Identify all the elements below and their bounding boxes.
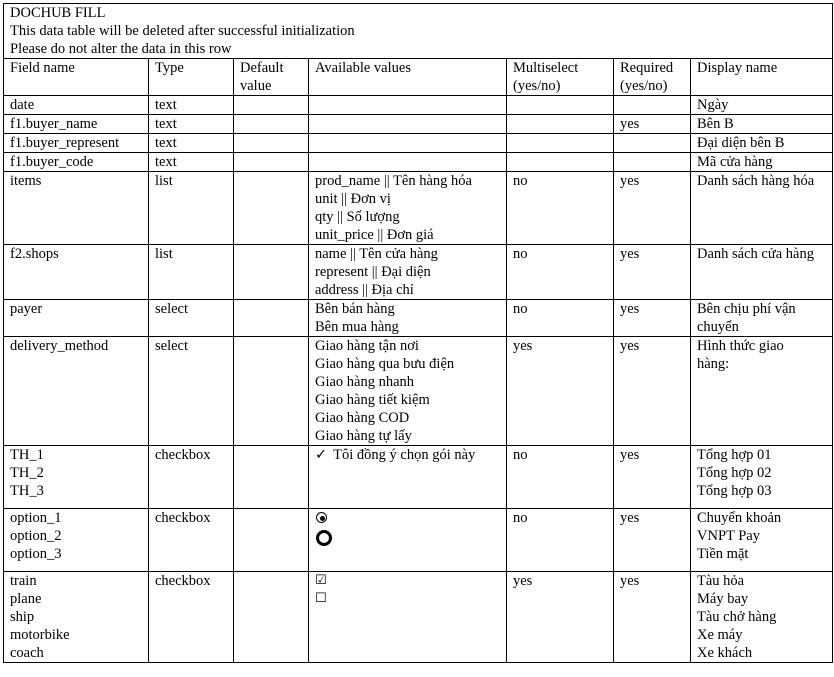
display-name-cell: Tàu hỏa Máy bay Tàu chở hàng Xe máy Xe khách [691, 572, 833, 663]
type-cell: text [149, 134, 234, 153]
table-row [4, 134, 833, 153]
display-name-cell: Bên chịu phí vận chuyển [691, 300, 833, 337]
display-name-cell: Tổng hợp 01 Tổng hợp 02 Tổng hợp 03 [691, 446, 833, 509]
agree-checkmark[interactable]: ✓ Tôi đồng ý chọn gói này [315, 446, 500, 464]
available-values-cell: name || Tên cửa hàng represent || Đại diện address || Địa chỉ [309, 245, 507, 300]
multiselect-cell: no [507, 509, 614, 572]
checkbox-checked-icon[interactable]: ☑ [315, 573, 327, 588]
available-values-cell: Giao hàng tận nơi Giao hàng qua bưu điện Giao hàng nhanh Giao hàng tiết kiệm Giao hàng COD Giao hàng tự lấy [309, 337, 507, 446]
col-default-value: Default value [234, 59, 309, 96]
table-row [4, 337, 833, 446]
required-cell: yes [614, 572, 691, 663]
required-cell: yes [614, 446, 691, 509]
type-cell: text [149, 115, 234, 134]
col-required: Required (yes/no) [614, 59, 691, 96]
display-name-cell: Hình thức giao hàng: [691, 337, 833, 446]
field-name-cell: items [4, 172, 149, 245]
table-row [4, 245, 833, 300]
display-name-cell: Bên B [691, 115, 833, 134]
type-cell: list [149, 245, 234, 300]
required-cell: yes [614, 300, 691, 337]
field-name-cell: train plane ship motorbike coach [4, 572, 149, 663]
multiselect-cell: no [507, 300, 614, 337]
type-cell: select [149, 300, 234, 337]
display-name-cell: Ngày [691, 96, 833, 115]
table-row [4, 153, 833, 172]
required-cell: yes [614, 172, 691, 245]
header-note-2: Please do not alter the data in this row [10, 41, 232, 57]
type-cell: checkbox [149, 446, 234, 509]
multiselect-cell: yes [507, 572, 614, 663]
field-name-cell: payer [4, 300, 149, 337]
col-field-name: Field name [4, 59, 149, 96]
type-cell: text [149, 96, 234, 115]
col-available-values: Available values [309, 59, 507, 96]
radio-selected-icon[interactable] [315, 509, 500, 527]
type-cell: text [149, 153, 234, 172]
type-cell: checkbox [149, 509, 234, 572]
col-multiselect: Multiselect (yes/no) [507, 59, 614, 96]
field-name-cell: f1.buyer_code [4, 153, 149, 172]
table-row [4, 572, 833, 663]
col-display-name: Display name [691, 59, 833, 96]
required-cell: yes [614, 509, 691, 572]
field-name-cell: delivery_method [4, 337, 149, 446]
table-row [4, 300, 833, 337]
table-row [4, 96, 833, 115]
col-type: Type [149, 59, 234, 96]
multiselect-cell: no [507, 172, 614, 245]
checkbox-unchecked-icon[interactable]: ☐ [315, 591, 327, 606]
header-cell [4, 4, 833, 59]
available-values-cell: prod_name || Tên hàng hóa unit || Đơn vị qty || Số lượng unit_price || Đơn giá [309, 172, 507, 245]
dochub-fill-table [3, 3, 833, 663]
header-note-1: This data table will be deleted after successful initialization [10, 23, 355, 39]
required-cell: yes [614, 115, 691, 134]
field-name-cell: option_1 option_2 option_3 [4, 509, 149, 572]
available-values-cell: Bên bán hàng Bên mua hàng [309, 300, 507, 337]
doc-title: DOCHUB FILL [10, 5, 106, 21]
available-values-cell [309, 572, 507, 663]
multiselect-cell: yes [507, 337, 614, 446]
table-row [4, 172, 833, 245]
type-cell: select [149, 337, 234, 446]
table-row [4, 446, 833, 509]
multiselect-cell: no [507, 245, 614, 300]
required-cell: yes [614, 245, 691, 300]
type-cell: checkbox [149, 572, 234, 663]
radio-unselected-icon[interactable] [315, 527, 500, 545]
header-row [4, 4, 833, 59]
display-name-cell: Mã cửa hàng [691, 153, 833, 172]
table-row [4, 115, 833, 134]
available-values-cell [309, 446, 507, 509]
field-name-cell: f1.buyer_represent [4, 134, 149, 153]
field-name-cell: date [4, 96, 149, 115]
table-row [4, 509, 833, 572]
type-cell: list [149, 172, 234, 245]
field-name-cell: f1.buyer_name [4, 115, 149, 134]
display-name-cell: Danh sách cửa hàng [691, 245, 833, 300]
field-name-cell: f2.shops [4, 245, 149, 300]
column-header-row [4, 59, 833, 96]
display-name-cell: Đại diện bên B [691, 134, 833, 153]
display-name-cell: Danh sách hàng hóa [691, 172, 833, 245]
required-cell: yes [614, 337, 691, 446]
multiselect-cell: no [507, 446, 614, 509]
field-name-cell: TH_1 TH_2 TH_3 [4, 446, 149, 509]
available-values-cell [309, 509, 507, 572]
display-name-cell: Chuyển khoản VNPT Pay Tiền mặt [691, 509, 833, 572]
